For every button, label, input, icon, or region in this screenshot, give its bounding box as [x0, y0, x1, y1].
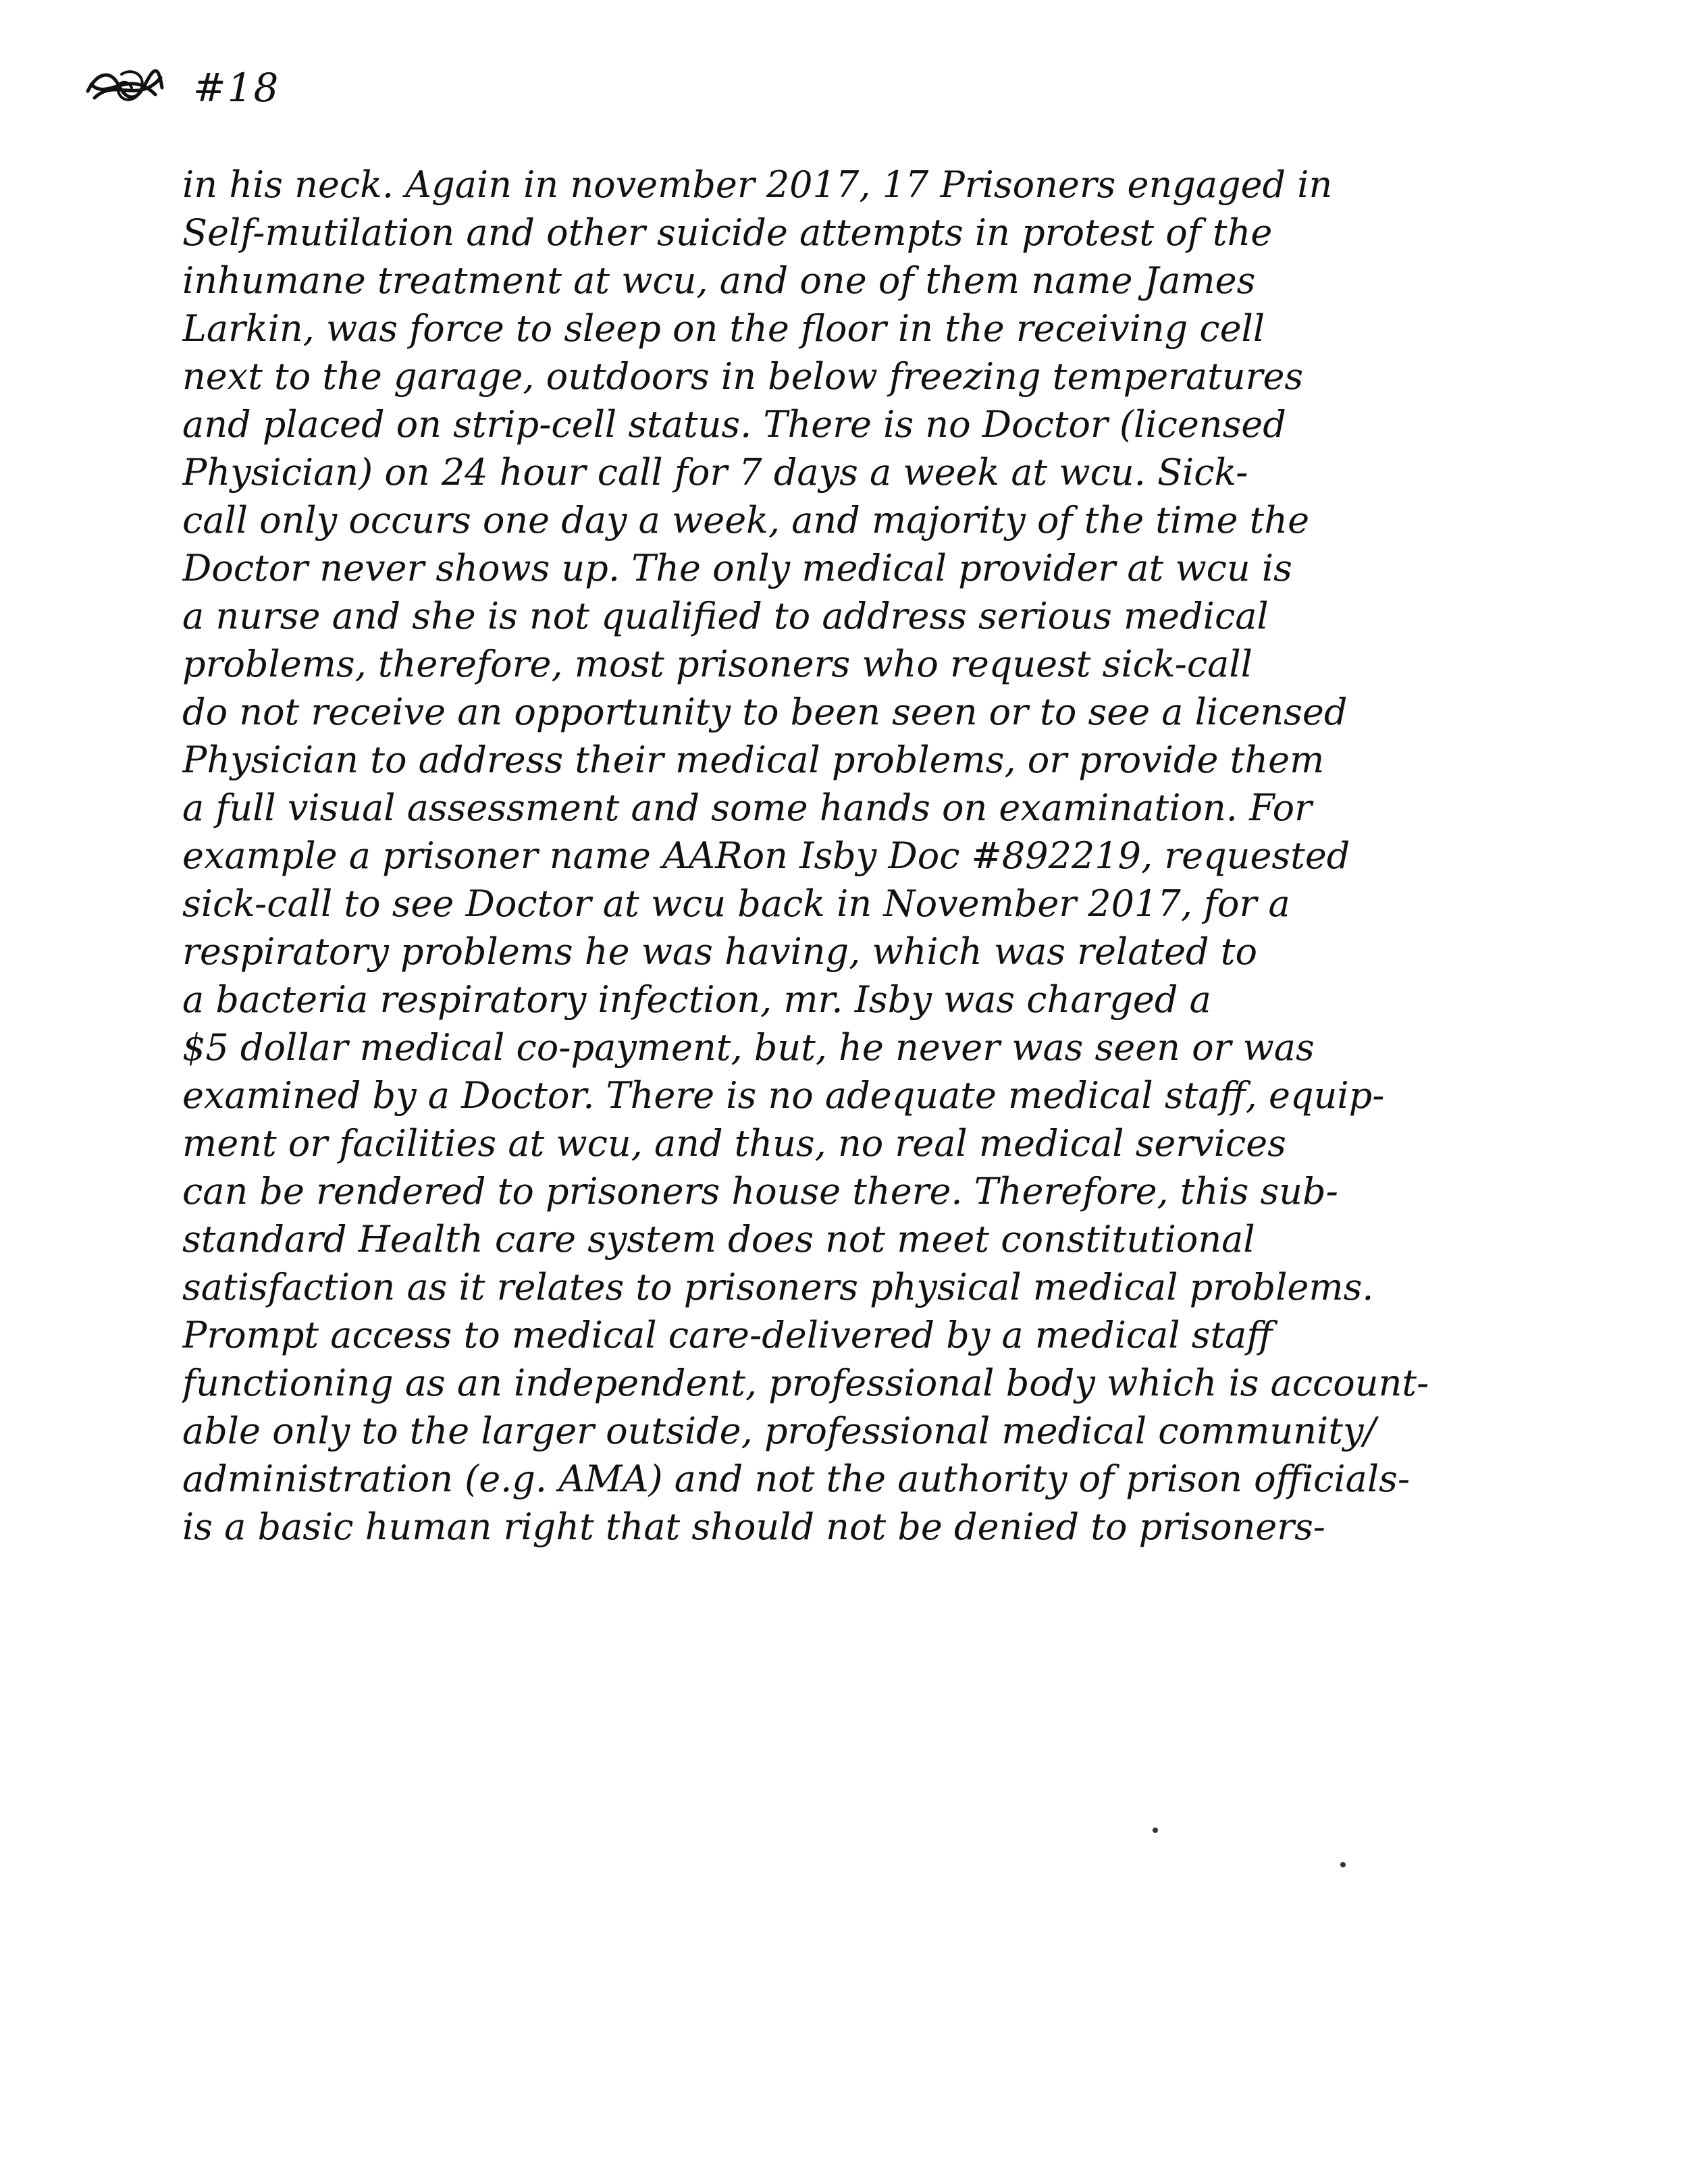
text-line: a bacteria respiratory infection, mr. Isby was charged a — [182, 978, 1211, 1021]
text-line: satisfaction as it relates to prisoners physical medical problems. — [182, 1266, 1374, 1308]
text-line: Physician to address their medical problems, or provide them — [182, 739, 1325, 781]
text-line: a full visual assessment and some hands on examination. For — [182, 787, 1312, 829]
text-line: standard Health care system does not meet constitutional — [182, 1218, 1255, 1260]
text-line: next to the garage, outdoors in below freezing temperatures — [182, 355, 1304, 398]
scribble-mark-icon — [81, 64, 169, 111]
text-line: can be rendered to prisoners house there. Therefore, this sub- — [182, 1170, 1338, 1213]
text-line: respiratory problems he was having, which was related to — [182, 930, 1257, 973]
text-line: is a basic human right that should not be denied to prisoners- — [182, 1506, 1326, 1548]
text-line: Prompt access to medical care-delivered by a medical staff — [182, 1314, 1273, 1356]
text-line: $5 dollar medical co-payment, but, he never was seen or was — [182, 1026, 1315, 1069]
text-line: inhumane treatment at wcu, and one of them name James — [182, 259, 1256, 302]
text-line: able only to the larger outside, professional medical community/ — [182, 1410, 1376, 1452]
handwritten-body — [182, 161, 1573, 1551]
page-header — [81, 61, 280, 115]
text-line: call only occurs one day a week, and majority of the time the — [182, 499, 1310, 541]
text-line: ment or facilities at wcu, and thus, no real medical services — [182, 1122, 1286, 1165]
text-line: Larkin, was force to sleep on the floor in the receiving cell — [182, 307, 1265, 350]
text-line: do not receive an opportunity to been seen or to see a licensed — [182, 691, 1348, 733]
text-line: and placed on strip-cell status. There is no Doctor (licensed — [182, 403, 1286, 446]
text-line: Self-mutilation and other suicide attempts in protest of the — [182, 211, 1273, 254]
text-line: examined by a Doctor. There is no adequate medical staff, equip- — [182, 1074, 1385, 1117]
text-line: example a prisoner name AARon Isby Doc #892219, requested — [182, 834, 1350, 877]
text-line: administration (e.g. AMA) and not the authority of prison officials- — [182, 1458, 1410, 1500]
stray-dot-mark — [1153, 1828, 1158, 1833]
text-line: sick-call to see Doctor at wcu back in November 2017, for a — [182, 882, 1290, 925]
stray-dot-mark — [1340, 1862, 1346, 1867]
text-line: Doctor never shows up. The only medical provider at wcu is — [182, 547, 1292, 589]
page-number: #18 — [193, 65, 280, 111]
text-line: Physician) on 24 hour call for 7 days a week at wcu. Sick- — [182, 451, 1248, 494]
text-line: functioning as an independent, professional body which is account- — [182, 1362, 1429, 1404]
text-line: problems, therefore, most prisoners who request sick-call — [182, 643, 1252, 685]
text-line: in his neck. Again in november 2017, 17 Prisoners engaged in — [182, 163, 1333, 206]
text-line: a nurse and she is not qualified to address serious medical — [182, 595, 1269, 637]
